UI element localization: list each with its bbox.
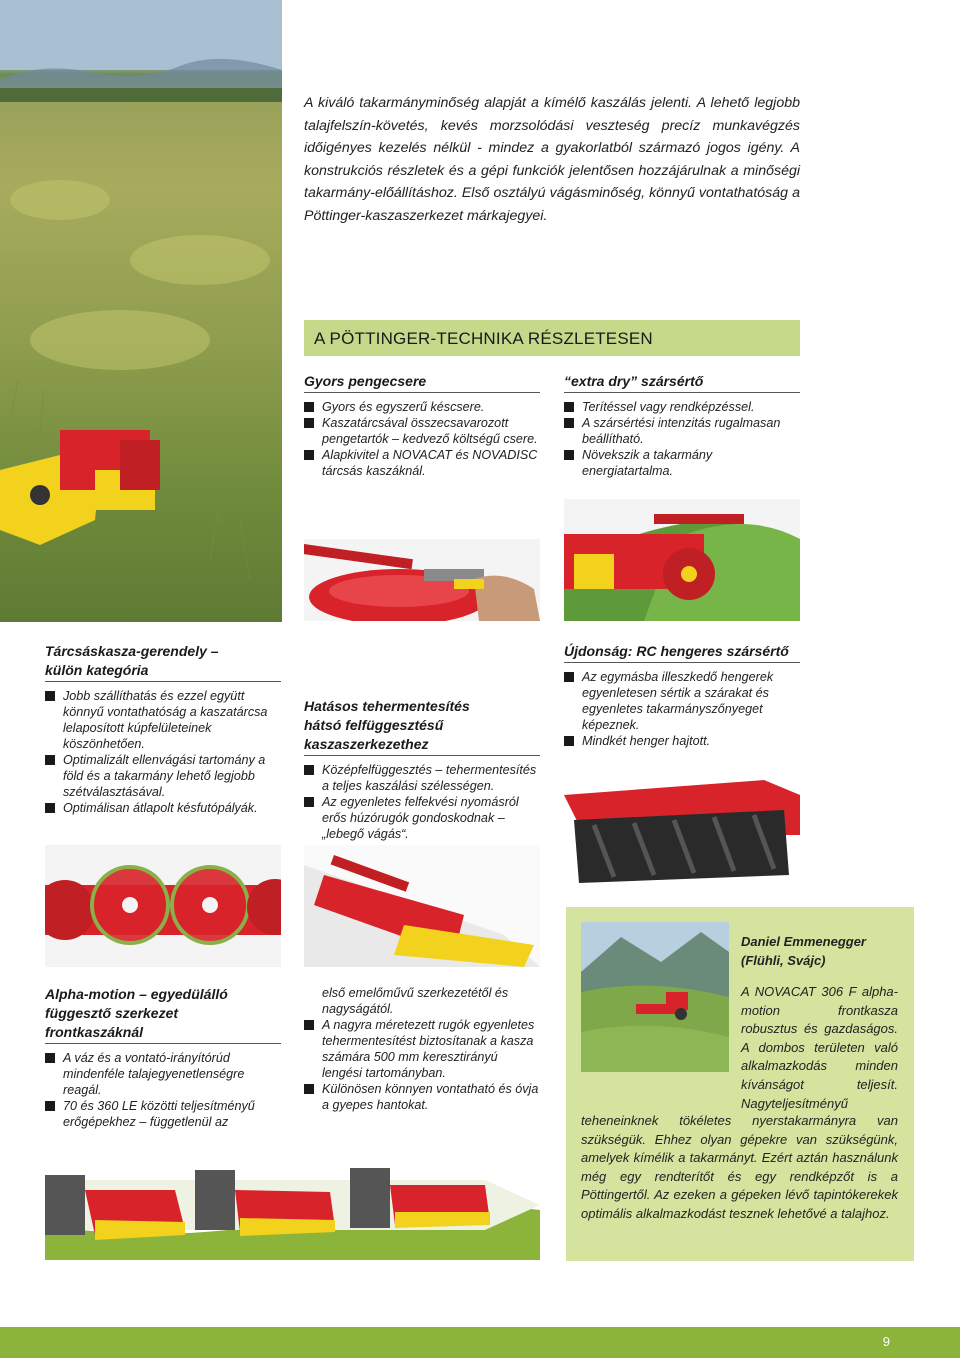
feature-cutter-bar	[45, 642, 281, 816]
blade-change-photo	[304, 539, 540, 621]
feature-title-line3: kaszaszerkezethez	[304, 735, 540, 756]
intro-paragraph: A kiváló takarmányminőség alapját a kímélő kaszálás jelenti. A lehető legjobb talajfelszín-követés, kevés morzsolódási veszteség precíz munkavégzés időigényes kezelés nélkül - mindez a gyakorlatból származó jogos igény. A konstrukciós részletek és a gépi funkciók jelentősen hozzájárulnak a minőségi takarmány-előállításhoz. Első osztályú vágásminőség, könnyű vontathatóság a Pöttinger-kaszaszerkezet márkajegyei.	[304, 95, 800, 224]
feature-title: Újdonság: RC hengeres szársértő	[564, 642, 800, 663]
feature-title-line1: Alpha-motion – egyedülálló	[45, 986, 228, 1002]
list-item: Optimalizált ellenvágási tartomány a föld és a takarmány lehető legjobb szétválasztásával.	[45, 752, 281, 800]
list-item: Terítéssel vagy rendképzéssel.	[564, 399, 800, 415]
field-mower-photo	[0, 0, 282, 622]
list-item: Növekszik a takarmány energiatartalma.	[564, 447, 800, 479]
list-item: 70 és 360 LE közötti teljesítményű erőgépekhez – függetlenül az	[45, 1098, 281, 1130]
testimonial-text-side: A NOVACAT 306 F alpha-motion frontkasza robusztus és gazdaságos. A dombos területen való alkalmazkodás minden kívánságot teljesít. Nagyteljesítményű	[741, 984, 898, 1111]
feature-title-line2: függesztő szerkezet	[45, 1005, 179, 1021]
list-item: A nagyra méretezett rugók egyenletes tehermentesítést biztosítanak a kasza számára 500 mm keresztirányú lengési tartományban.	[304, 1017, 540, 1081]
testimonial-name: Daniel Emmenegger	[741, 934, 866, 949]
list-item: Gyors és egyszerű késcsere.	[304, 399, 540, 415]
list-item: Optimálisan átlapolt késfutópályák.	[45, 800, 281, 816]
alpha-motion-sequence-photo	[45, 1150, 540, 1260]
feature-title: Gyors pengecsere	[304, 372, 540, 393]
feature-extra-dry	[564, 372, 800, 479]
feature-rc-roller	[564, 642, 800, 749]
feature-title-line1: Tárcsáskasza-gerendely –	[45, 643, 219, 659]
list-item: Alapkivitel a NOVACAT és NOVADISC tárcsás kaszáknál.	[304, 447, 540, 479]
page-number: 9	[882, 1334, 890, 1349]
list-item: A váz és a vontató-irányítórúd mindenféle talajegyenetlenségre reagál.	[45, 1050, 281, 1098]
extra-dry-photo	[564, 499, 800, 621]
section-title: A PÖTTINGER-TECHNIKA RÉSZLETESEN	[314, 329, 653, 348]
feature-relief	[304, 697, 540, 842]
mower-machine-graphic	[0, 430, 160, 545]
feature-quick-change	[304, 372, 540, 479]
list-item: A szársértési intenzitás rugalmasan beállítható.	[564, 415, 800, 447]
disc-overlap-photo	[45, 845, 281, 967]
continuation-text: első emelőművű szerkezetétől és nagyságától.	[322, 986, 509, 1016]
rear-suspension-photo	[304, 845, 540, 967]
list-item: Középfelfüggesztés – tehermentesítés a teljes kaszálási szélességen.	[304, 762, 540, 794]
list-item: Az egymásba illeszkedő hengerek egyenletesen sértik a szárakat és egyenletes takarmányszőnyeget képeznek.	[564, 669, 800, 733]
section-banner	[304, 320, 800, 356]
footer-bar	[0, 1327, 960, 1358]
testimonial-photo	[581, 922, 729, 1072]
list-item: Mindkét henger hajtott.	[564, 733, 800, 749]
feature-title-line3: frontkaszáknál	[45, 1023, 281, 1044]
list-item: Jobb szállíthatás és ezzel együtt könnyű vontathatóság a kaszatárcsa lelaposított kúpfelületeinek köszönhetően.	[45, 688, 281, 752]
feature-title: “extra dry” szársértő	[564, 372, 800, 393]
feature-title-line2: külön kategória	[45, 661, 281, 682]
rc-roller-photo	[564, 765, 800, 885]
testimonial-location: (Flühli, Svájc)	[741, 953, 826, 968]
feature-alpha-motion-continued	[304, 985, 540, 1113]
testimonial-box	[566, 907, 914, 1261]
feature-alpha-motion	[45, 985, 281, 1130]
list-item: Az egyenletes felfekvési nyomásról erős húzórugók gondoskodnak – „lebegő vágás“.	[304, 794, 540, 842]
testimonial-text-full: teheneinknek tökéletes nyerstakarmányra van szükségük. Ehhez olyan gépekre van szükségünk, amelyek kímélik a takarmányt. Ezért aztán használunk még egy rendterítőt és egy rendképzőt is a Pöttingertől. Az ezeken a gépeken lévő tapintókerekek optimális alkalmazkodást tesznek lehetővé a talajhoz.	[581, 1113, 898, 1221]
list-item: Kaszatárcsával összecsavarozott pengetartók – kedvező költségű csere.	[304, 415, 540, 447]
feature-title-line2: hátsó felfüggesztésű	[304, 717, 444, 733]
testimonial-header	[741, 932, 901, 970]
list-item: Különösen könnyen vontatható és óvja a gyepes hantokat.	[304, 1081, 540, 1113]
feature-title-line1: Hatásos tehermentesítés	[304, 698, 470, 714]
